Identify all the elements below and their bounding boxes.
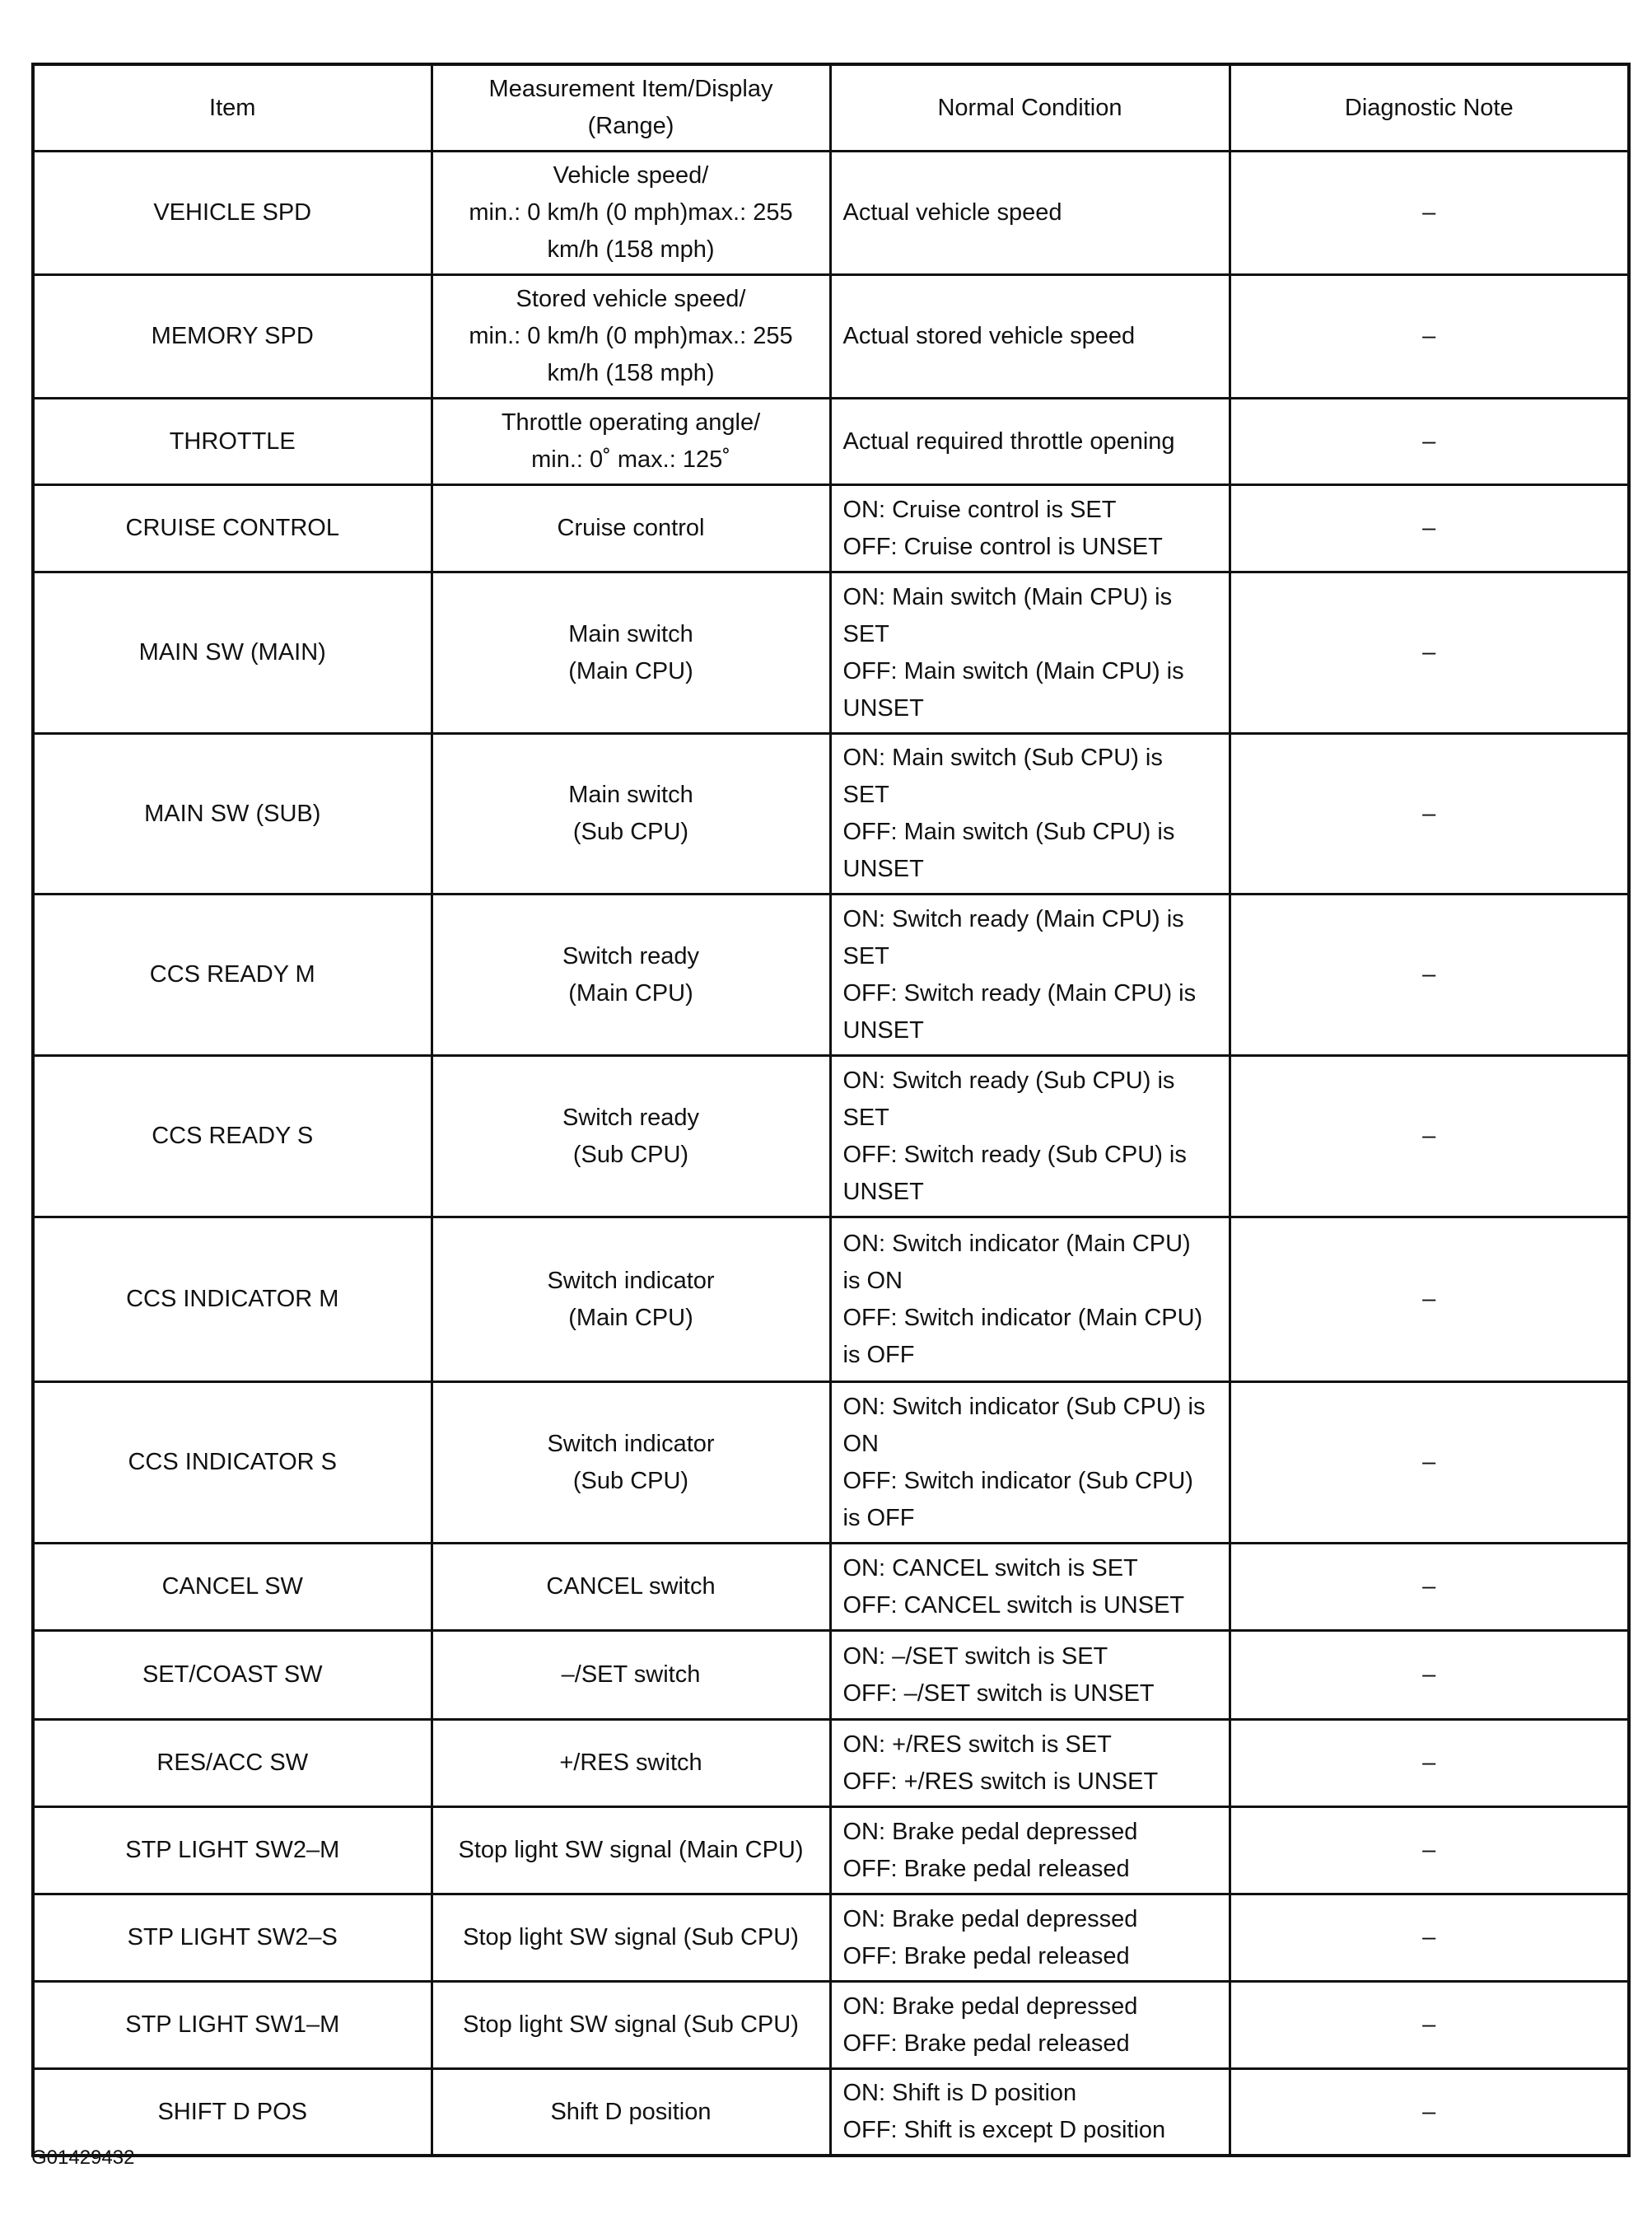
measurement-line: min.: 0 km/h (0 mph)max.: 255 — [469, 199, 793, 226]
measurement-line: Main switch — [568, 620, 693, 647]
cell-measurement — [432, 1720, 830, 1807]
cell-item: MEMORY SPD — [33, 275, 432, 399]
cell-normal-condition — [830, 1807, 1230, 1894]
cell-item: THROTTLE — [33, 399, 432, 485]
cell-diagnostic-note: – — [1230, 1217, 1629, 1382]
measurement-line: CANCEL switch — [546, 1573, 716, 1600]
measurement-line: (Sub CPU) — [572, 1467, 689, 1494]
condition-line: ON: Brake pedal depressed — [842, 1905, 1138, 1932]
cell-item: CCS INDICATOR M — [33, 1217, 432, 1382]
cell-normal-condition — [830, 1544, 1230, 1631]
condition-line: is ON — [842, 1267, 903, 1294]
measurement-line: Cruise control — [557, 515, 705, 541]
cell-item: MAIN SW (MAIN) — [33, 572, 432, 734]
condition-line: ON — [842, 1430, 879, 1457]
condition-line: OFF: Switch indicator (Main CPU) — [842, 1304, 1203, 1331]
condition-line: Actual required throttle opening — [842, 427, 1175, 455]
cell-diagnostic-note: – — [1230, 275, 1629, 399]
table-row — [33, 1807, 1629, 1894]
cell-diagnostic-note: – — [1230, 2069, 1629, 2156]
cell-measurement — [432, 895, 830, 1056]
cell-diagnostic-note: – — [1230, 1807, 1629, 1894]
condition-line: ON: Switch indicator (Sub CPU) is — [842, 1393, 1206, 1420]
cell-normal-condition — [830, 152, 1230, 275]
cell-item: STP LIGHT SW2–M — [33, 1807, 432, 1894]
cell-measurement — [432, 1382, 830, 1544]
condition-line: ON: Switch ready (Main CPU) is — [842, 905, 1184, 932]
cell-normal-condition — [830, 275, 1230, 399]
cell-measurement — [432, 1982, 830, 2069]
cell-measurement — [432, 572, 830, 734]
table-row — [33, 485, 1629, 572]
measurement-line: –/SET switch — [561, 1661, 701, 1688]
cell-normal-condition — [830, 572, 1230, 734]
condition-line: ON: Brake pedal depressed — [842, 1992, 1138, 2020]
condition-line: OFF: –/SET switch is UNSET — [842, 1679, 1155, 1707]
cell-normal-condition — [830, 1894, 1230, 1982]
cell-diagnostic-note: – — [1230, 895, 1629, 1056]
cell-measurement — [432, 1894, 830, 1982]
cell-diagnostic-note: – — [1230, 734, 1629, 895]
condition-line: ON: Switch indicator (Main CPU) — [842, 1230, 1191, 1257]
cell-diagnostic-note: – — [1230, 1382, 1629, 1544]
condition-line: SET — [842, 782, 889, 808]
table-row — [33, 1544, 1629, 1631]
header-measurement-line-2: (Range) — [587, 113, 674, 139]
table-row — [33, 1217, 1629, 1382]
cell-normal-condition — [830, 1720, 1230, 1807]
table-row — [33, 1056, 1629, 1217]
condition-line: UNSET — [842, 1178, 924, 1205]
cell-diagnostic-note: – — [1230, 1720, 1629, 1807]
cell-measurement — [432, 2069, 830, 2156]
header-diagnostic-note-label: Diagnostic Note — [1344, 94, 1514, 121]
measurement-line: Switch indicator — [547, 1267, 715, 1294]
cell-measurement — [432, 152, 830, 275]
cell-normal-condition — [830, 1217, 1230, 1382]
condition-line: UNSET — [842, 1016, 924, 1044]
header-measurement-line-1: Measurement Item/Display — [488, 76, 773, 102]
table-row — [33, 572, 1629, 734]
cell-diagnostic-note: – — [1230, 1631, 1629, 1720]
table-row — [33, 1631, 1629, 1720]
header-item-label: Item — [209, 94, 256, 121]
condition-line: OFF: Switch ready (Main CPU) is — [842, 979, 1197, 1007]
cell-diagnostic-note: – — [1230, 485, 1629, 572]
header-measurement — [432, 64, 830, 152]
table-row — [33, 399, 1629, 485]
cell-item: STP LIGHT SW2–S — [33, 1894, 432, 1982]
condition-line: SET — [842, 1104, 889, 1131]
condition-line: SET — [842, 942, 889, 969]
cell-diagnostic-note: – — [1230, 399, 1629, 485]
condition-line: Actual stored vehicle speed — [842, 323, 1136, 349]
condition-line: is OFF — [842, 1504, 915, 1531]
measurement-line: Switch indicator — [547, 1430, 715, 1457]
condition-line: OFF: Brake pedal released — [842, 1855, 1130, 1882]
cell-normal-condition — [830, 895, 1230, 1056]
measurement-line: Stop light SW signal (Sub CPU) — [463, 1924, 799, 1950]
condition-line: ON: –/SET switch is SET — [842, 1642, 1108, 1670]
table-row — [33, 1382, 1629, 1544]
header-normal-condition-label: Normal Condition — [937, 94, 1122, 121]
table-body — [33, 152, 1629, 2156]
cell-normal-condition — [830, 1056, 1230, 1217]
table-row — [33, 152, 1629, 275]
measurement-line: +/RES switch — [559, 1750, 702, 1776]
cell-item: SET/COAST SW — [33, 1631, 432, 1720]
condition-line: ON: Cruise control is SET — [842, 496, 1117, 523]
condition-line: OFF: Switch indicator (Sub CPU) — [842, 1467, 1193, 1494]
cell-item: CCS READY S — [33, 1056, 432, 1217]
condition-line: is OFF — [842, 1341, 915, 1368]
cell-measurement — [432, 1056, 830, 1217]
table-row — [33, 895, 1629, 1056]
condition-line: ON: Switch ready (Sub CPU) is — [842, 1067, 1175, 1094]
condition-line: OFF: Main switch (Sub CPU) is — [842, 819, 1175, 845]
measurement-line: (Main CPU) — [568, 657, 693, 684]
cell-diagnostic-note: – — [1230, 1544, 1629, 1631]
cell-item: STP LIGHT SW1–M — [33, 1982, 432, 2069]
measurement-line: (Sub CPU) — [572, 819, 689, 845]
measurement-line: min.: 0 km/h (0 mph)max.: 255 — [469, 323, 793, 349]
cell-measurement — [432, 275, 830, 399]
cell-item: CCS INDICATOR S — [33, 1382, 432, 1544]
measurement-line: min.: 0˚ max.: 125˚ — [531, 446, 730, 473]
measurement-line: Stored vehicle speed/ — [516, 286, 746, 312]
condition-line: SET — [842, 620, 889, 647]
cell-normal-condition — [830, 399, 1230, 485]
cell-diagnostic-note: – — [1230, 1894, 1629, 1982]
cell-normal-condition — [830, 2069, 1230, 2156]
cell-diagnostic-note: – — [1230, 1056, 1629, 1217]
cell-item: SHIFT D POS — [33, 2069, 432, 2156]
figure-id: G01429432 — [31, 2147, 135, 2169]
condition-line: OFF: Shift is except D position — [842, 2117, 1166, 2143]
cell-measurement — [432, 485, 830, 572]
header-normal-condition — [830, 64, 1230, 152]
measurement-line: km/h (158 mph) — [547, 236, 715, 263]
cell-measurement — [432, 734, 830, 895]
measurement-line: Stop light SW signal (Sub CPU) — [463, 2011, 799, 2038]
table-row — [33, 275, 1629, 399]
condition-line: ON: Main switch (Main CPU) is — [842, 583, 1173, 610]
measurement-line: Main switch — [568, 782, 693, 808]
cell-normal-condition — [830, 1382, 1230, 1544]
cell-diagnostic-note: – — [1230, 1982, 1629, 2069]
condition-line: OFF: Cruise control is UNSET — [842, 533, 1163, 560]
condition-line: UNSET — [842, 856, 924, 882]
measurement-line: (Main CPU) — [568, 979, 693, 1007]
measurement-line: Throttle operating angle/ — [501, 409, 761, 436]
condition-line: UNSET — [842, 694, 924, 722]
cell-normal-condition — [830, 485, 1230, 572]
condition-line: OFF: Brake pedal released — [842, 1942, 1130, 1969]
cell-normal-condition — [830, 1982, 1230, 2069]
cell-measurement — [432, 1217, 830, 1382]
cell-normal-condition — [830, 1631, 1230, 1720]
condition-line: OFF: Main switch (Main CPU) is — [842, 657, 1184, 684]
cell-measurement — [432, 399, 830, 485]
measurement-line: (Main CPU) — [568, 1304, 693, 1331]
cell-measurement — [432, 1631, 830, 1720]
table-row — [33, 734, 1629, 895]
condition-line: OFF: +/RES switch is UNSET — [842, 1768, 1159, 1795]
measurement-line: Stop light SW signal (Main CPU) — [458, 1837, 804, 1863]
header-item — [33, 64, 432, 152]
condition-line: ON: Brake pedal depressed — [842, 1818, 1138, 1845]
cell-item: CANCEL SW — [33, 1544, 432, 1631]
cell-measurement — [432, 1807, 830, 1894]
condition-line: OFF: CANCEL switch is UNSET — [842, 1591, 1185, 1619]
cell-item: MAIN SW (SUB) — [33, 734, 432, 895]
measurement-line: km/h (158 mph) — [547, 360, 715, 386]
header-row — [33, 64, 1629, 152]
condition-line: ON: +/RES switch is SET — [842, 1731, 1112, 1758]
condition-line: ON: Shift is D position — [842, 2080, 1077, 2106]
table-row — [33, 1982, 1629, 2069]
table-header — [33, 64, 1629, 152]
table-row — [33, 2069, 1629, 2156]
diagnostic-data-table — [31, 63, 1631, 2157]
measurement-line: Vehicle speed/ — [553, 162, 709, 189]
table-row — [33, 1720, 1629, 1807]
cell-normal-condition — [830, 734, 1230, 895]
cell-item: CCS READY M — [33, 895, 432, 1056]
measurement-line: Shift D position — [550, 2098, 712, 2125]
table-row — [33, 1894, 1629, 1982]
measurement-line: Switch ready — [562, 942, 699, 969]
cell-item: VEHICLE SPD — [33, 152, 432, 275]
cell-measurement — [432, 1544, 830, 1631]
condition-line: ON: Main switch (Sub CPU) is — [842, 745, 1163, 771]
cell-item: CRUISE CONTROL — [33, 485, 432, 572]
condition-line: OFF: Brake pedal released — [842, 2030, 1130, 2057]
header-diagnostic-note — [1230, 64, 1629, 152]
measurement-line: Switch ready — [562, 1104, 699, 1131]
cell-item: RES/ACC SW — [33, 1720, 432, 1807]
cell-diagnostic-note: – — [1230, 572, 1629, 734]
cell-diagnostic-note: – — [1230, 152, 1629, 275]
condition-line: ON: CANCEL switch is SET — [842, 1554, 1138, 1581]
measurement-line: (Sub CPU) — [572, 1141, 689, 1168]
condition-line: OFF: Switch ready (Sub CPU) is — [842, 1141, 1187, 1168]
condition-line: Actual vehicle speed — [842, 199, 1062, 226]
